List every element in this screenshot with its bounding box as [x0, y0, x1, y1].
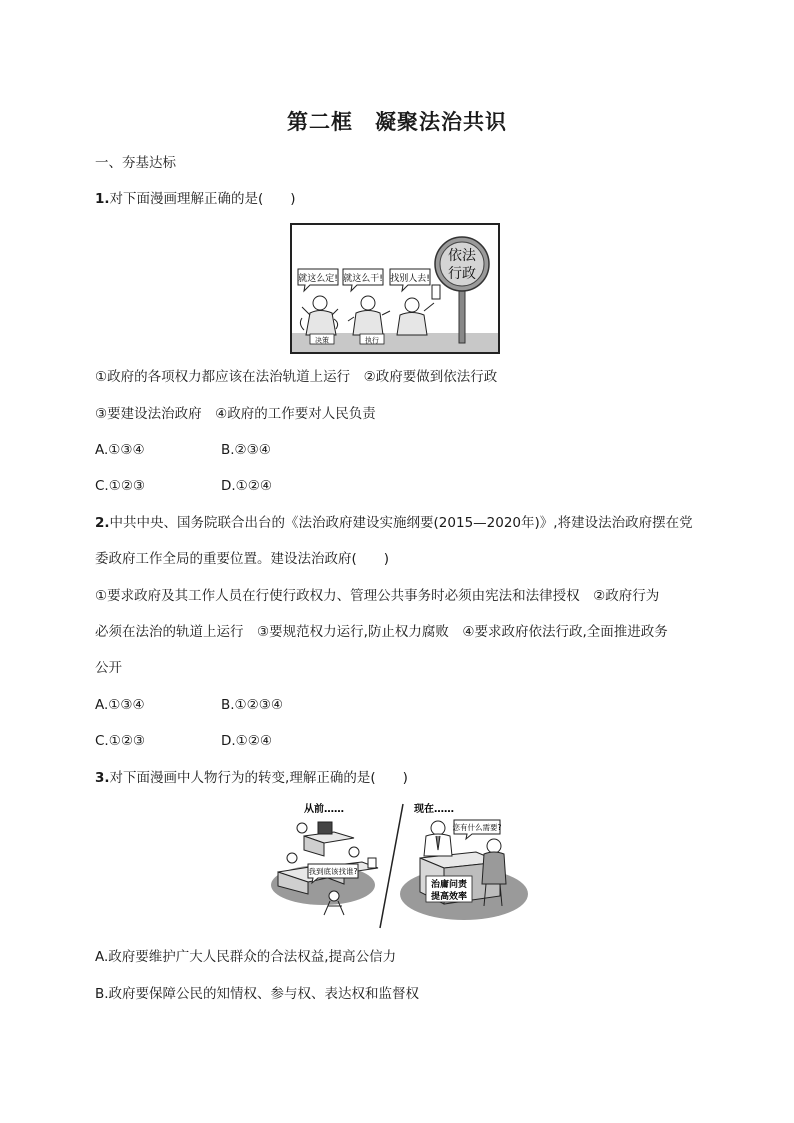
bubble-now: 您有什么需要? [452, 823, 502, 832]
q2-statements-line3: 公开 [95, 660, 122, 676]
q1-cartoon [290, 223, 500, 354]
page-title [0, 106, 794, 136]
q1-number: 1. [95, 191, 110, 207]
sign-text-line1: 依法 [448, 248, 476, 264]
q3-stem-text: 对下面漫画中人物行为的转变,理解正确的是( ) [109, 770, 408, 786]
q1-option-c[interactable]: C.①②③ [95, 478, 146, 494]
q1-statements-line2: ③要建设法治政府 ④政府的工作要对人民负责 [95, 406, 376, 422]
section-heading: 一、夯基达标 [95, 155, 176, 171]
q2-statements-line1: ①要求政府及其工作人员在行使行政权力、管理公共事务时必须由宪法和法律授权 ②政府行为 [95, 588, 660, 604]
q1-stem-text: 对下面漫画理解正确的是( ) [109, 191, 296, 207]
q3-option-b[interactable]: B.政府要保障公民的知情权、参与权、表达权和监督权 [95, 986, 420, 1002]
desk-sign-line2: 提高效率 [430, 892, 468, 902]
q1-stem [95, 190, 296, 208]
q3-stem [95, 769, 408, 787]
folder-label-1: 决策 [315, 336, 329, 345]
q2-number: 2. [95, 515, 110, 531]
now-scene [400, 821, 528, 920]
desk-sign-line1: 治庸问责 [430, 880, 468, 890]
bubble-before: 我到底该找谁? [308, 867, 358, 876]
bubble-3: 找别人去! [390, 274, 430, 284]
bubble-1: 就这么定! [298, 274, 338, 284]
q2-statements-line2: 必须在法治的轨道上运行 ③要规范权力运行,防止权力腐败 ④要求政府依法行政,全面推进政务 [95, 624, 668, 640]
cartoon-before-label: 从前…… [304, 804, 344, 815]
cartoon-now-label: 现在…… [414, 804, 454, 815]
title-part1: 第二框 [287, 110, 353, 134]
q3-cartoon [268, 800, 530, 930]
q2-stem-line2: 委政府工作全局的重要位置。建设法治政府( ) [95, 551, 390, 567]
bubble-2: 就这么干! [343, 274, 383, 284]
q3-number: 3. [95, 770, 110, 786]
q2-stem-line1 [95, 514, 693, 532]
q2-option-a[interactable]: A.①③④ [95, 697, 145, 713]
q1-option-b[interactable]: B.②③④ [221, 442, 271, 458]
q3-option-a[interactable]: A.政府要维护广大人民群众的合法权益,提高公信力 [95, 949, 397, 965]
q1-option-a[interactable]: A.①③④ [95, 442, 145, 458]
q1-option-d[interactable]: D.①②④ [221, 478, 272, 494]
sign-text-line2: 行政 [448, 266, 476, 282]
q2-option-c[interactable]: C.①②③ [95, 733, 146, 749]
q2-option-d[interactable]: D.①②④ [221, 733, 272, 749]
q2-option-b[interactable]: B.①②③④ [221, 697, 283, 713]
folder-label-2: 执行 [365, 336, 379, 345]
q2-stem-text-1: 中共中央、国务院联合出台的《法治政府建设实施纲要(2015—2020年)》,将建设法治政府摆在党 [109, 515, 693, 531]
title-part2: 凝聚法治共识 [375, 110, 507, 134]
q1-statements-line1: ①政府的各项权力都应该在法治轨道上运行 ②政府要做到依法行政 [95, 369, 498, 385]
